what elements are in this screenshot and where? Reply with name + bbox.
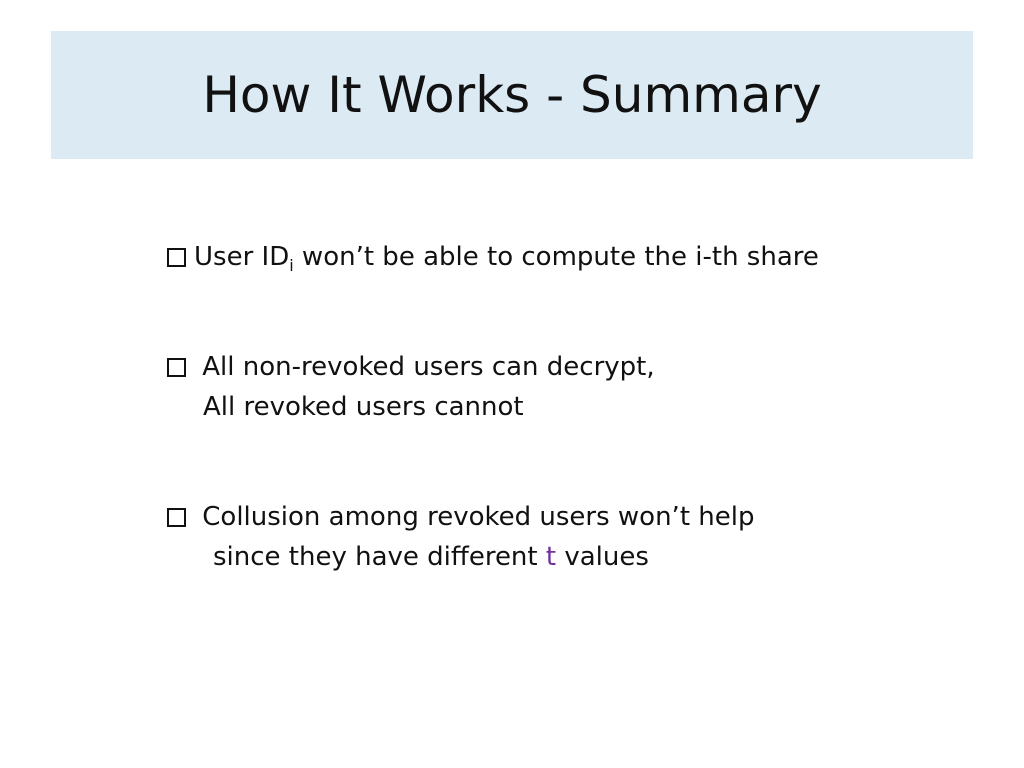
bullet-3	[167, 497, 755, 577]
bullet-2-line-1: All non-revoked users can decrypt,	[202, 352, 655, 382]
bullet-1-text-post: won’t be able to compute the i-th share	[293, 242, 819, 272]
bullet-3-line-2	[167, 537, 755, 577]
bullet-3-line-1: Collusion among revoked users won’t help	[202, 502, 755, 532]
bullet-3-line-2-post: values	[556, 542, 649, 572]
slide-title: How It Works - Summary	[202, 66, 822, 124]
bullet-2	[167, 347, 655, 427]
bullet-1	[167, 237, 819, 286]
checkbox-square-icon	[167, 508, 186, 527]
bullet-3-accent-t: t	[545, 542, 557, 572]
bullet-1-subscript: i	[289, 256, 294, 275]
checkbox-square-icon	[167, 248, 186, 267]
bullet-3-line-2-pre: since they have different	[213, 542, 546, 572]
checkbox-square-icon	[167, 358, 186, 377]
title-banner	[51, 31, 973, 159]
bullet-2-line-2: All revoked users cannot	[203, 392, 524, 422]
bullet-1-text-pre: User ID	[194, 242, 290, 272]
